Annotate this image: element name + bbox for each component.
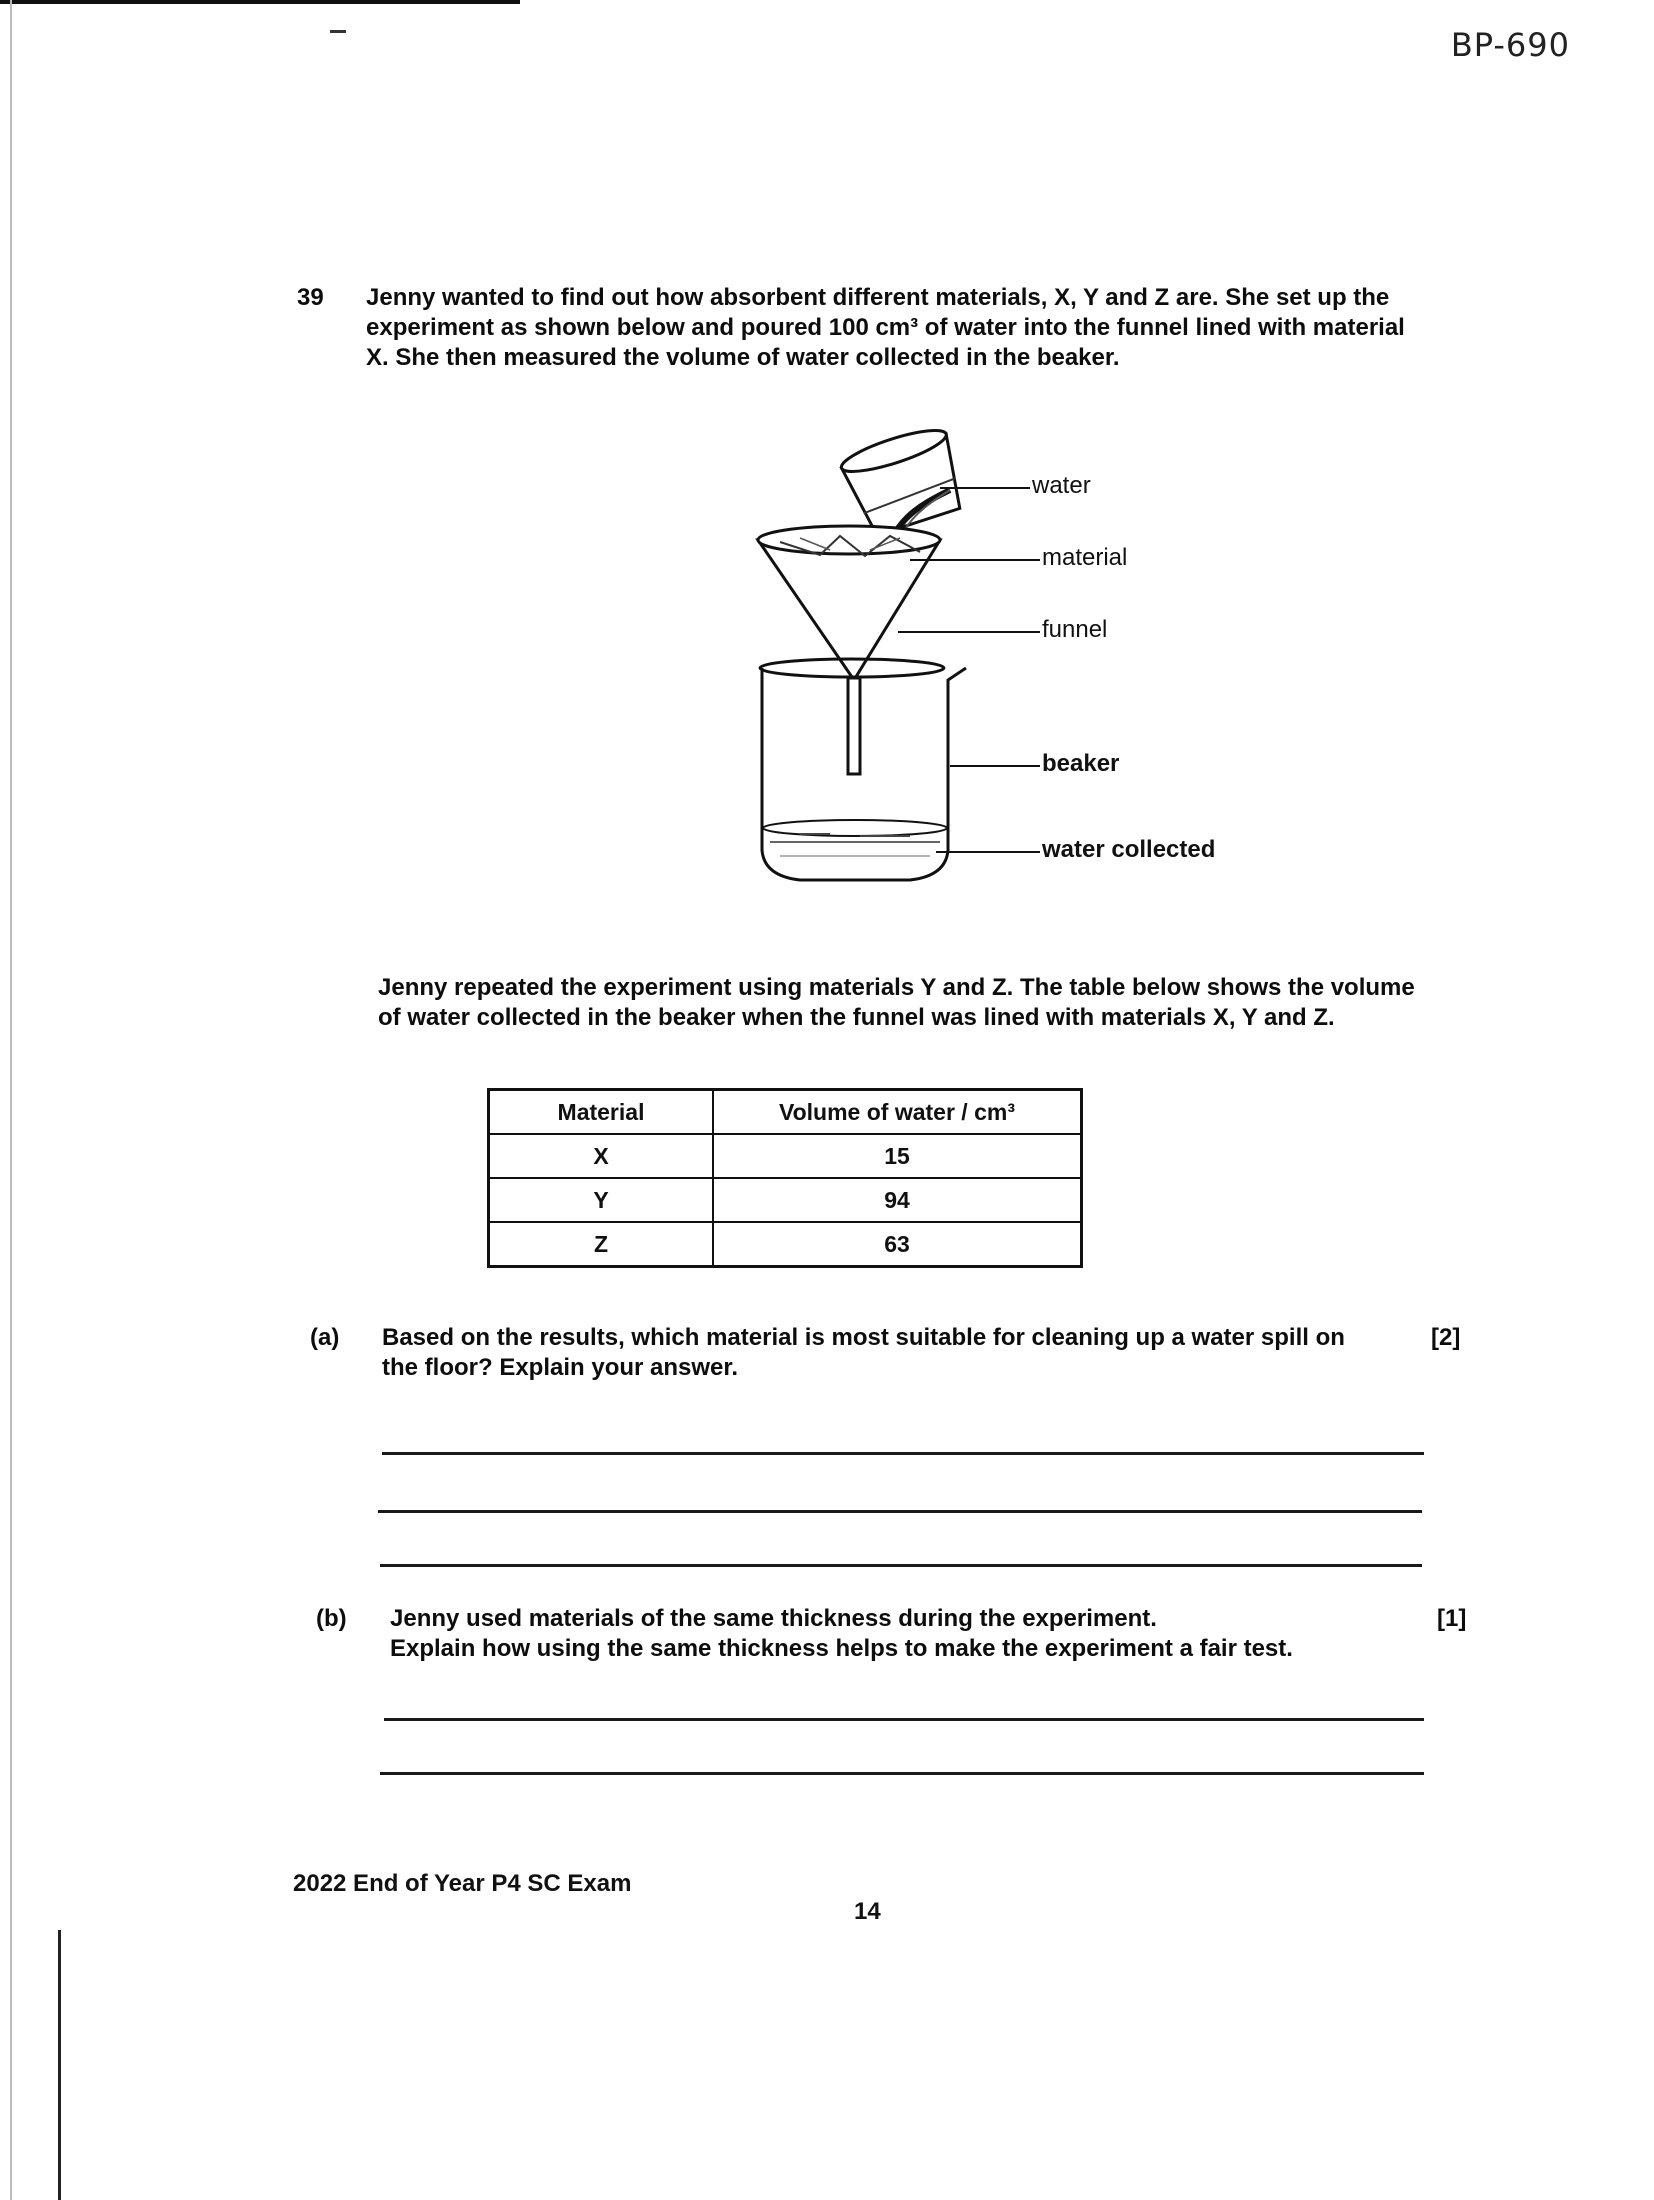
column-header-material: Material — [489, 1090, 714, 1135]
part-a-question: Based on the results, which material is most suitable for cleaning up a water spill on the floor? Explain your answer. — [382, 1324, 1345, 1381]
question-intro: Jenny wanted to find out how absorbent different materials, X, Y and Z are. She set up the experiment as shown below and poured 100 cm³ of water into the funnel lined with material X. She then measured the volume of water collected in the beaker. — [366, 284, 1405, 371]
scan-border-left-mark — [58, 1930, 61, 2200]
table-row — [489, 1178, 1082, 1222]
material-cell: Z — [489, 1222, 714, 1267]
table-header-row — [489, 1090, 1082, 1135]
answer-line-a3[interactable] — [380, 1564, 1422, 1567]
scan-border-top — [0, 0, 520, 4]
label-material: material — [1042, 544, 1128, 571]
answer-line-a1[interactable] — [382, 1452, 1424, 1455]
page-number: 14 — [854, 1898, 881, 1925]
part-a-marks: [2] — [1431, 1324, 1461, 1351]
table-row — [489, 1134, 1082, 1178]
volume-cell: 94 — [713, 1178, 1082, 1222]
label-water-collected: water collected — [1042, 836, 1216, 863]
part-b-label: (b) — [316, 1605, 347, 1632]
answer-line-b2[interactable] — [380, 1772, 1424, 1775]
part-a-label: (a) — [310, 1324, 340, 1351]
label-beaker: beaker — [1042, 750, 1120, 777]
scan-dash-mark — [330, 30, 346, 33]
results-table — [487, 1088, 1083, 1268]
question-number: 39 — [297, 284, 324, 311]
volume-cell: 63 — [713, 1222, 1082, 1267]
part-b-line-2: Explain how using the same thickness helps to make the experiment a fair test. — [390, 1635, 1293, 1662]
answer-line-b1[interactable] — [384, 1718, 1424, 1721]
material-cell: Y — [489, 1178, 714, 1222]
part-b-question — [390, 1604, 1410, 1664]
experiment-diagram — [740, 410, 1300, 900]
volume-cell: 15 — [713, 1134, 1082, 1178]
funnel-shape — [758, 526, 940, 774]
page-code: BP-690 — [1450, 26, 1570, 64]
part-b-marks: [1] — [1437, 1605, 1467, 1632]
repeat-experiment-text: Jenny repeated the experiment using materials Y and Z. The table below shows the volume of water collected in the beaker when the funnel was lined with materials X, Y and Z. — [378, 974, 1415, 1031]
footer-exam-name: 2022 End of Year P4 SC Exam — [293, 1870, 632, 1897]
label-water: water — [1032, 472, 1091, 499]
column-header-volume: Volume of water / cm³ — [713, 1090, 1082, 1135]
beaker-shape — [760, 659, 966, 880]
label-funnel: funnel — [1042, 616, 1108, 643]
scan-border-left — [10, 0, 12, 2200]
table-row — [489, 1222, 1082, 1267]
answer-line-a2[interactable] — [378, 1510, 1422, 1513]
part-b-line-1: Jenny used materials of the same thickness during the experiment. — [390, 1605, 1157, 1632]
material-cell: X — [489, 1134, 714, 1178]
